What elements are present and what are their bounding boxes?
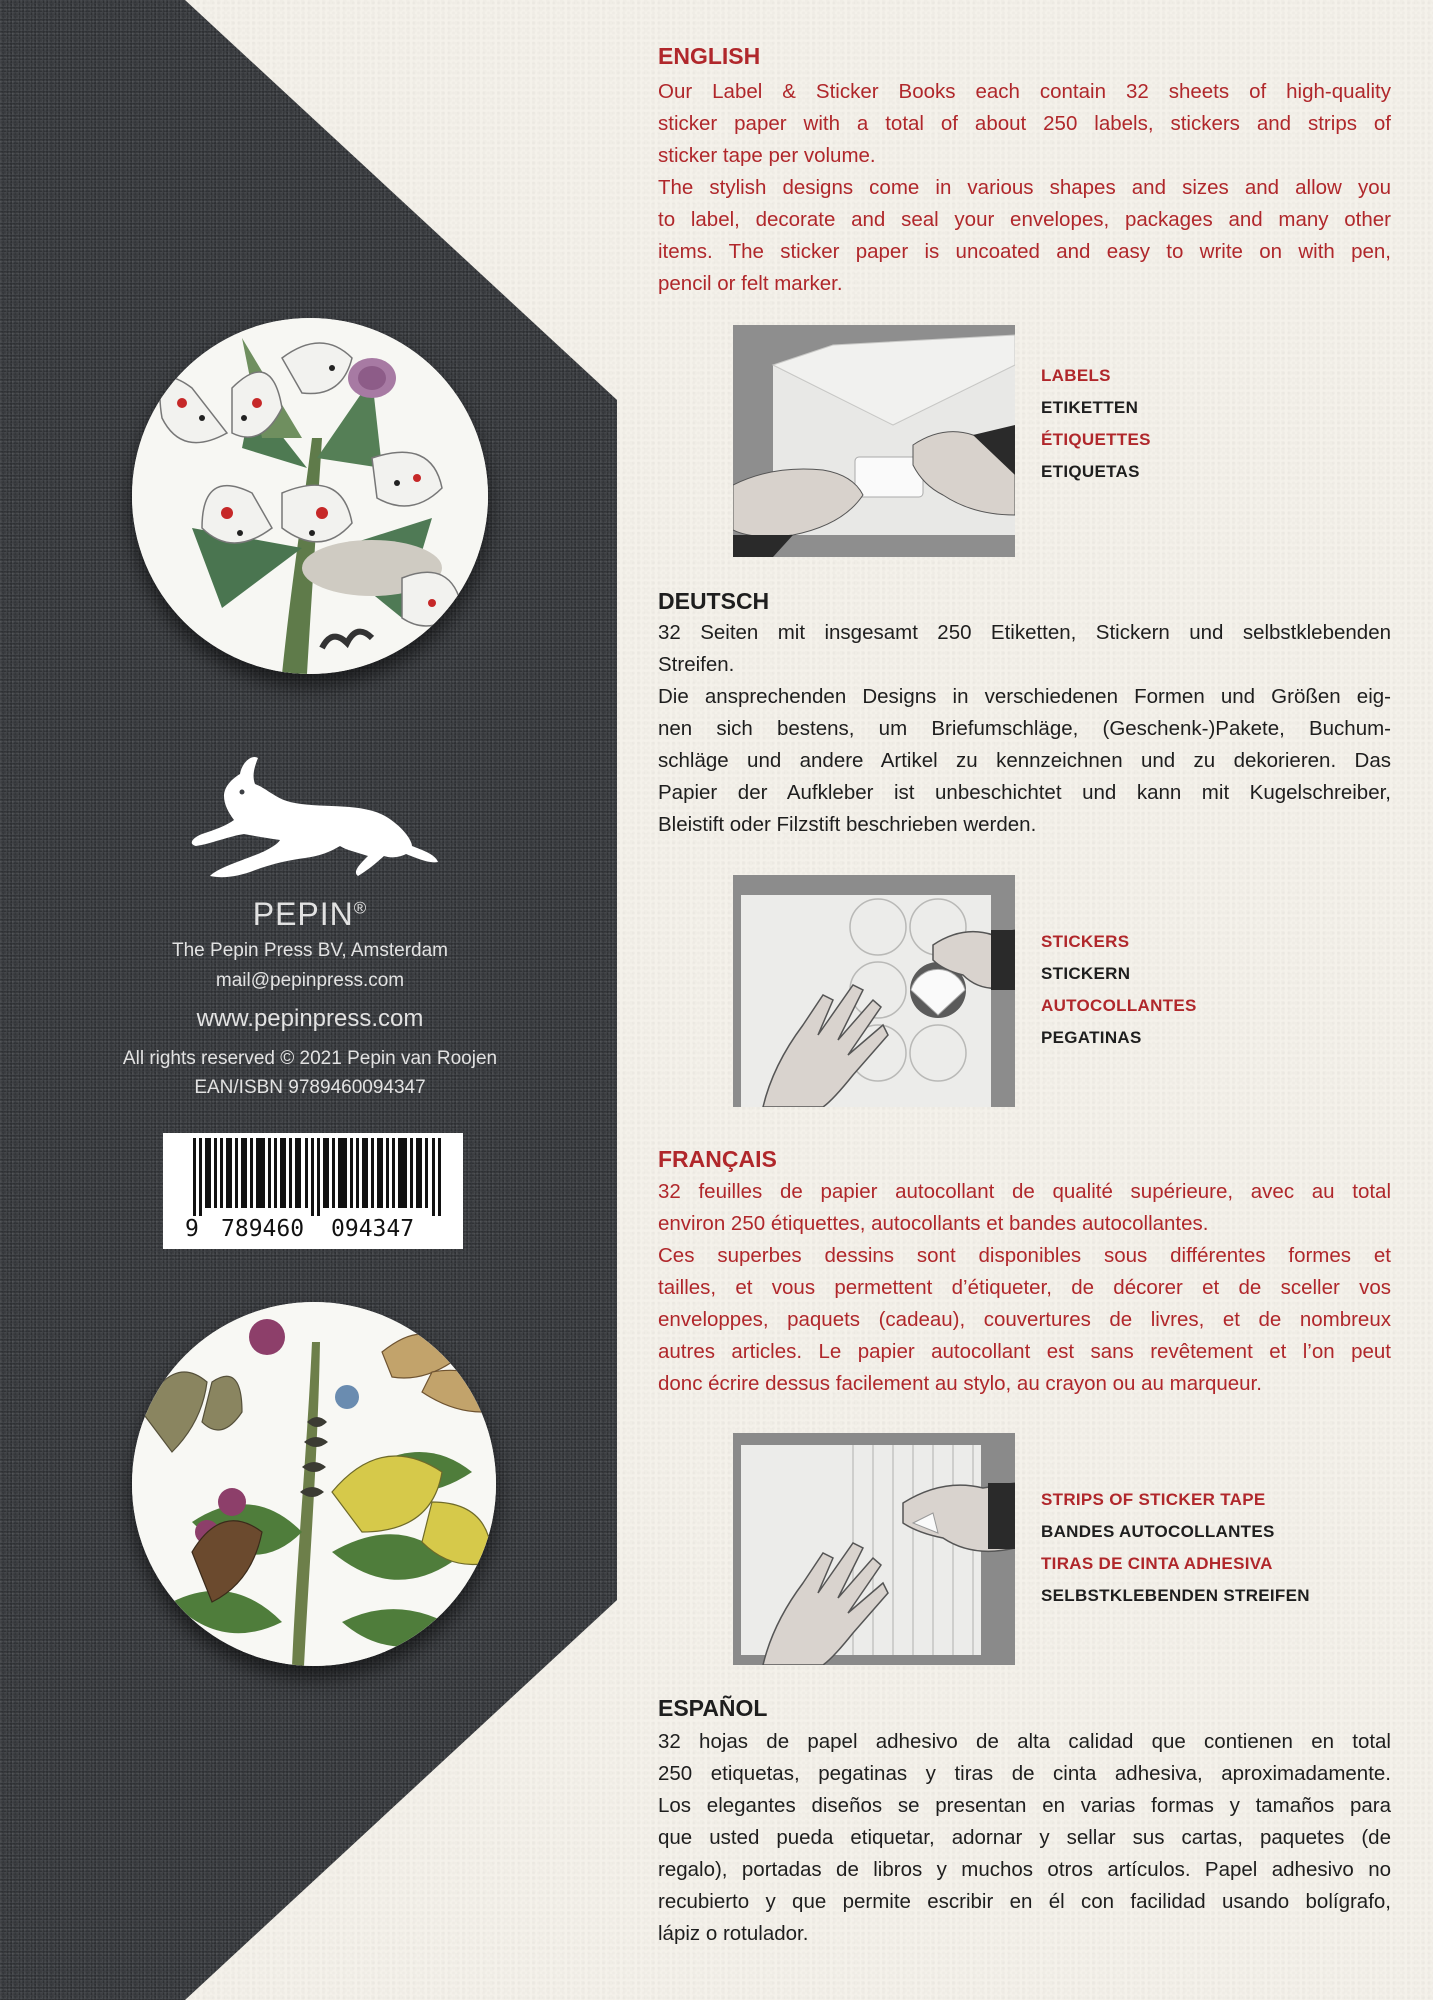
paragraph-line: Die ansprechenden Designs in verschiedenen Formen und Größen eig- — [658, 685, 1391, 708]
label-labels-de: ETIKETTEN — [1041, 398, 1139, 417]
label-stickers-en: STICKERS — [1041, 932, 1130, 951]
label-labels-en: LABELS — [1041, 366, 1111, 385]
paragraph-line: enveloppes, paquets (cadeau), couvertures de livres, et de nombreux — [658, 1308, 1391, 1331]
hare-logo-icon — [180, 754, 440, 879]
paragraph-line: lápiz o rotulador. — [658, 1922, 809, 1945]
paragraph-line: sticker tape per volume. — [658, 144, 876, 167]
publisher-website: www.pepinpress.com — [196, 1005, 424, 1032]
label-strips-fr: BANDES AUTOCOLLANTES — [1041, 1522, 1275, 1541]
heading-deutsch: DEUTSCH — [658, 588, 770, 614]
paragraph-line: Our Label & Sticker Books each contain 32 sheets of high-quality — [658, 80, 1391, 103]
paragraph-line: donc écrire dessus facilement au stylo, au crayon ou au marqueur. — [658, 1372, 1262, 1395]
paragraph-line: 32 feuilles de papier autocollant de qualité supérieure, avec au total — [658, 1180, 1391, 1203]
paragraph-line: environ 250 étiquettes, autocollants et bandes autocollantes. — [658, 1212, 1209, 1235]
copyright-notice: All rights reserved © 2021 Pepin van Roojen — [122, 1048, 498, 1069]
barcode-digit-group-left: 789460 — [221, 1216, 305, 1242]
publisher-name: The Pepin Press BV, Amsterdam — [172, 940, 448, 961]
heading-english: ENGLISH — [658, 43, 761, 69]
paragraph-line: que usted pueda etiquetar, adornar y sellar sus cartas, paquetes (de — [658, 1826, 1391, 1849]
label-stickers-de: STICKERN — [1041, 964, 1131, 983]
paragraph-deutsch — [658, 617, 1391, 841]
butterfly-sticker-illustration — [132, 318, 488, 674]
paragraph-line: tailles, et vous permettent d’étiqueter, de décorer et de sceller vos — [658, 1276, 1391, 1299]
publisher-email: mail@pepinpress.com — [215, 970, 405, 991]
label-strips-en: STRIPS OF STICKER TAPE — [1041, 1490, 1266, 1509]
paragraph-line: Papier der Aufkleber ist unbeschichtet und kann mit Kugelschreiber, — [658, 781, 1391, 804]
paragraph-line: 250 etiquetas, pegatinas y tiras de cinta adhesiva, aproximadamente. — [658, 1762, 1391, 1785]
barcode-digit-group-right: 094347 — [331, 1216, 415, 1242]
paragraph-line: to label, decorate and seal your envelopes, packages and many other — [658, 208, 1391, 231]
paragraph-line: recubierto y que permite escribir en él con facilidad usando bolígrafo, — [658, 1890, 1391, 1913]
brand-name-text: PEPIN — [252, 896, 354, 932]
paragraph-line: pencil or felt marker. — [658, 272, 843, 295]
paragraph-line: schläge und andere Artikel zu kennzeichnen und zu dekorieren. Das — [658, 749, 1391, 772]
paragraph-line: regalo), portadas de libros y muchos otros artículos. Papel adhesivo no — [658, 1858, 1391, 1881]
paragraph-line: items. The sticker paper is uncoated and easy to write on with pen, — [658, 240, 1391, 263]
paragraph-line: sticker paper with a total of about 250 labels, stickers and strips of — [658, 112, 1391, 135]
barcode-digit-prefix: 9 — [185, 1216, 199, 1242]
paragraph-line: nen sich bestens, um Briefumschläge, (Geschenk-)Pakete, Buchum- — [658, 717, 1391, 740]
isbn-text: EAN/ISBN 9789460094347 — [194, 1077, 426, 1098]
heading-francais: FRANÇAIS — [658, 1146, 777, 1172]
label-labels-fr: ÉTIQUETTES — [1041, 430, 1151, 449]
paragraph-line: 32 Seiten mit insgesamt 250 Etiketten, Stickern und selbstklebenden — [658, 621, 1391, 644]
heading-espanol: ESPAÑOL — [658, 1695, 768, 1721]
registered-mark: ® — [353, 898, 368, 918]
paragraph-english — [658, 76, 1391, 300]
paragraph-line: Bleistift oder Filzstift beschrieben werden. — [658, 813, 1037, 836]
sticker-tape-photo — [733, 1433, 1015, 1665]
barcode — [163, 1133, 463, 1249]
label-stickers-es: PEGATINAS — [1041, 1028, 1142, 1047]
paragraph-line: Los elegantes diseños se presentan en varias formas y tamaños para — [658, 1794, 1391, 1817]
paragraph-espanol — [658, 1726, 1391, 1950]
moth-sticker-illustration — [132, 1302, 496, 1666]
barcode-bars-icon — [193, 1138, 441, 1216]
envelope-label-photo — [733, 325, 1015, 557]
sticker-sheet-photo — [733, 875, 1015, 1107]
brand-name — [0, 896, 620, 933]
paragraph-line: autres articles. Le papier autocollant est sans revêtement et l’on peut — [658, 1340, 1391, 1363]
label-strips-es: TIRAS DE CINTA ADHESIVA — [1041, 1554, 1273, 1573]
paragraph-line: 32 hojas de papel adhesivo de alta calidad que contienen en total — [658, 1730, 1391, 1753]
paragraph-line: Streifen. — [658, 653, 735, 676]
label-stickers-fr: AUTOCOLLANTES — [1041, 996, 1197, 1015]
paragraph-line: Ces superbes dessins sont disponibles sous différentes formes et — [658, 1244, 1391, 1267]
paragraph-line: The stylish designs come in various shapes and sizes and allow you — [658, 176, 1391, 199]
label-labels-es: ETIQUETAS — [1041, 462, 1140, 481]
paragraph-francais — [658, 1176, 1391, 1400]
label-strips-de: SELBSTKLEBENDEN STREIFEN — [1041, 1586, 1310, 1605]
